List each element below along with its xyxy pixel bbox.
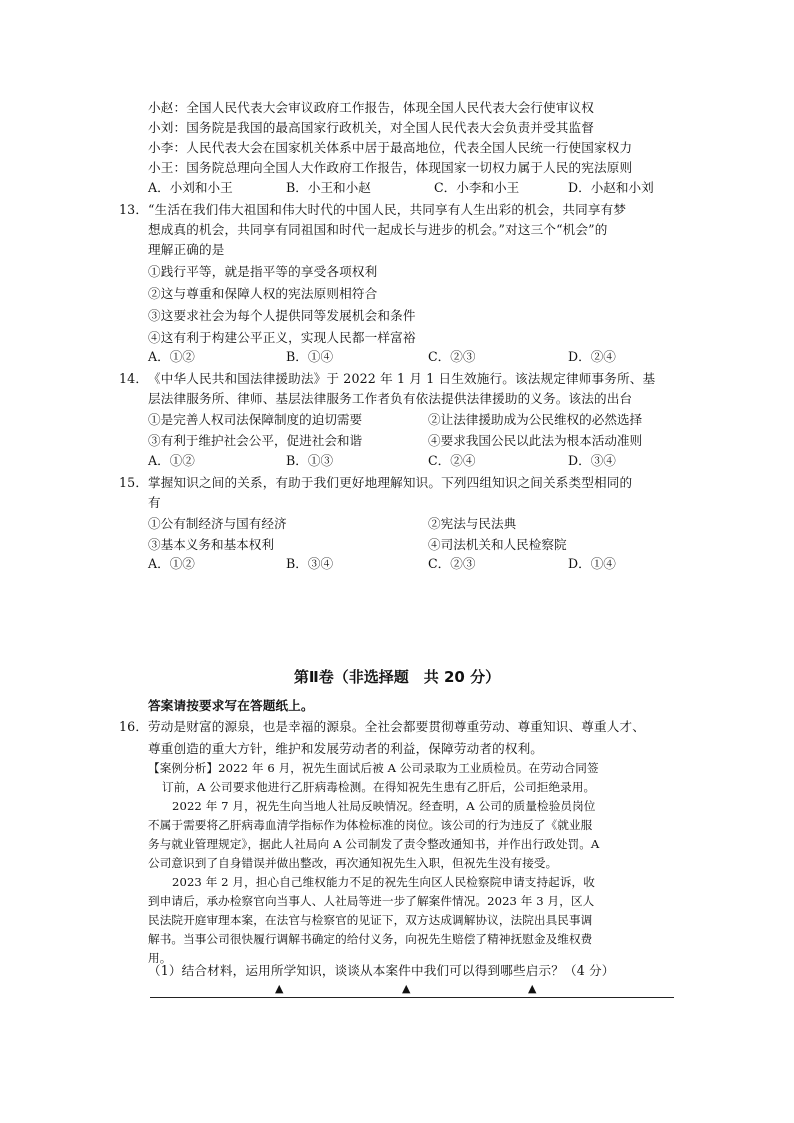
q14-option-b: B．①③: [286, 453, 334, 468]
q16-case-line: 不属于需要将乙肝病毒血清学指标作为体检标准的岗位。该公司的行为违反了《就业服: [148, 818, 593, 832]
section-title: 第Ⅱ卷（非选择题 共 20 分）: [293, 668, 501, 686]
q13-item: ②这与尊重和保障人权的宪法原则相符合: [148, 286, 378, 301]
q15-option-d: D．①④: [568, 556, 616, 571]
q12-option-d: D．小赵和小刘: [568, 180, 654, 195]
q16-stem-line: 劳动是财富的源泉，也是幸福的源泉。全社会都要贯彻尊重劳动、尊重知识、尊重人才、: [148, 719, 646, 734]
q14-item: ①是完善人权司法保障制度的迫切需要: [148, 412, 363, 427]
q13-option-b: B．①④: [286, 349, 334, 364]
answer-mark-icon: ▲: [402, 982, 411, 995]
q15-option-b: B．③④: [286, 556, 334, 571]
q13-number: 13．: [119, 202, 149, 217]
q12-option-c: C．小李和小王: [434, 180, 520, 195]
q16-case-line: 解书。当事公司很快履行调解书确定的给付义务，向祝先生赔偿了精神抚慰金及维权费: [148, 932, 593, 946]
q14-option-d: D．③④: [568, 453, 616, 468]
q12-option-a: A．小刘和小王: [148, 180, 233, 195]
q16-case-line: 公司意识到了自身错误并做出整改，再次通知祝先生入职，但祝先生没有接受。: [148, 856, 558, 870]
q16-case-line: 【案例分析】2022 年 6 月，祝先生面试后被 A 公司录取为工业质检员。在劳动合同签: [148, 761, 599, 775]
q12-statement: 小王：国务院总理向全国人大作政府工作报告，体现国家一切权力属于人民的宪法原则: [148, 160, 633, 175]
q15-item: ①公有制经济与国有经济: [148, 516, 287, 531]
answer-line[interactable]: [150, 997, 674, 998]
q13-option-d: D．②④: [568, 349, 616, 364]
q16-case-line: 民法院开庭审理本案，在法官与检察官的见证下，双方达成调解协议，法院出具民事调: [148, 913, 593, 927]
q13-stem-line: 理解正确的是: [148, 242, 225, 257]
q14-item: ③有利于维护社会公平，促进社会和谐: [148, 433, 363, 448]
section-instruction: 答案请按要求写在答题纸上。: [148, 698, 314, 713]
q14-stem-line: 《中华人民共和国法律援助法》于 2022 年 1 月 1 日生效施行。该法规定律师事务所、基: [148, 371, 656, 386]
q16-stem-line: 尊重创造的重大方针，维护和发展劳动者的利益，保障劳动者的权利。: [148, 741, 544, 756]
q16-case-line: 2022 年 7 月，祝先生向当地人社局反映情况。经查明，A 公司的质量检验员岗位: [172, 799, 596, 813]
q12-option-b: B．小王和小赵: [286, 180, 371, 195]
q16-case-line: 用。: [148, 951, 172, 965]
q12-statement: 小李：人民代表大会在国家机关体系中居于最高地位，代表全国人民统一行使国家权力: [148, 140, 633, 155]
q15-item: ③基本义务和基本权利: [148, 537, 274, 552]
q14-item: ②让法律援助成为公民维权的必然选择: [428, 412, 643, 427]
q15-item: ④司法机关和人民检察院: [428, 537, 567, 552]
q16-number: 16．: [119, 719, 149, 734]
answer-mark-icon: ▲: [528, 982, 537, 995]
q13-option-a: A．①②: [148, 349, 195, 364]
q14-number: 14．: [119, 371, 149, 386]
q15-number: 15．: [119, 475, 149, 490]
q16-case-line: 2023 年 2 月，担心自己维权能力不足的祝先生向区人民检察院申请支持起诉，收: [172, 875, 595, 889]
q13-item: ①践行平等，就是指平等的享受各项权利: [148, 264, 378, 279]
q13-item: ④这有利于构建公平正义，实现人民都一样富裕: [148, 330, 416, 345]
q13-stem-line: 想成真的机会，共同享有同祖国和时代一起成长与进步的机会。”对这三个“机会”的: [148, 222, 608, 237]
q15-stem-line: 掌握知识之间的关系，有助于我们更好地理解知识。下列四组知识之间关系类型相同的: [148, 475, 633, 490]
q14-option-a: A．①②: [148, 453, 195, 468]
q15-option-c: C．②③: [428, 556, 476, 571]
q13-stem-line: “生活在我们伟大祖国和伟大时代的中国人民，共同享有人生出彩的机会，共同享有梦: [148, 202, 627, 217]
q13-option-c: C．②③: [428, 349, 476, 364]
answer-mark-icon: ▲: [275, 982, 284, 995]
q16-case-line: 务与就业管理规定》，据此人社局向 A 公司制发了责令整改通知书，并作出行政处罚。A: [148, 837, 600, 851]
q12-statement: 小赵：全国人民代表大会审议政府工作报告，体现全国人民代表大会行使审议权: [148, 100, 595, 115]
q16-case-line: 到申请后，承办检察官向当事人、人社局等进一步了解案件情况。2023 年 3 月，区人: [148, 894, 595, 908]
q12-statement: 小刘：国务院是我国的最高国家行政机关，对全国人民代表大会负责并受其监督: [148, 120, 595, 135]
q16-case-line: 订前，A 公司要求他进行乙肝病毒检测。在得知祝先生患有乙肝后，公司拒绝录用。: [162, 780, 596, 794]
q15-option-a: A．①②: [148, 556, 195, 571]
q14-stem-line: 层法律服务所、律师、基层法律服务工作者负有依法提供法律援助的义务。该法的出台: [148, 391, 633, 406]
q16-subquestion: （1）结合材料，运用所学知识，谈谈从本案件中我们可以得到哪些启示？（4 分）: [148, 963, 615, 978]
q14-item: ④要求我国公民以此法为根本活动准则: [428, 433, 643, 448]
q13-item: ③这要求社会为每个人提供同等发展机会和条件: [148, 308, 416, 323]
q15-item: ②宪法与民法典: [428, 516, 517, 531]
q14-option-c: C．②④: [428, 453, 476, 468]
q15-stem-line: 有: [148, 495, 161, 510]
